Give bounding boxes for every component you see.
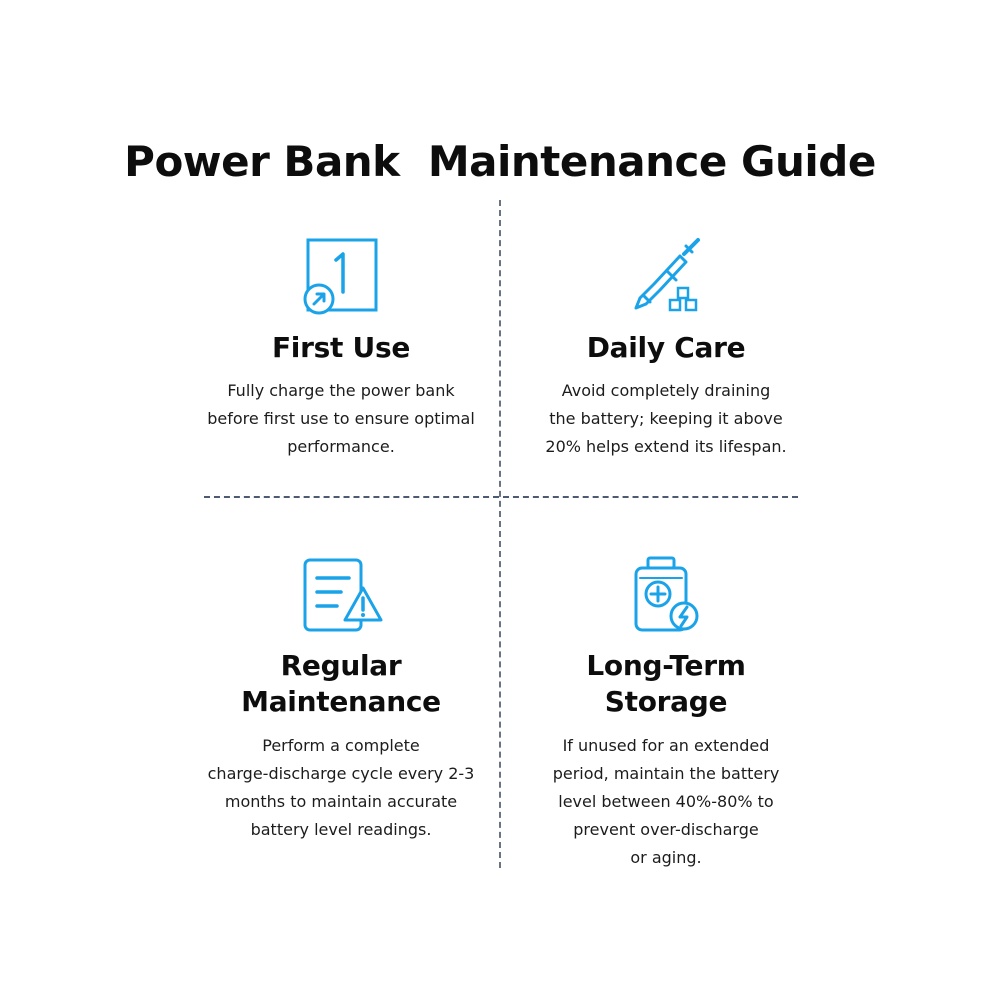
card-heading: First Use — [271, 331, 411, 364]
calendar-day-one-icon — [301, 236, 381, 320]
description-line: battery level readings. — [250, 820, 432, 839]
heading-line: Storage — [604, 685, 728, 718]
description-line: before first use to ensure optimal — [207, 409, 475, 428]
description-line: months to maintain accurate — [224, 792, 458, 811]
card-description — [516, 377, 816, 461]
description-line: performance. — [287, 437, 395, 456]
description-line: Avoid completely draining — [561, 381, 771, 400]
card-heading — [191, 648, 491, 720]
card-description — [191, 732, 491, 844]
description-line: Fully charge the power bank — [227, 381, 455, 400]
description-line: or aging. — [630, 848, 702, 867]
card-description — [191, 377, 491, 461]
description-line: level between 40%-80% to — [558, 792, 774, 811]
card-description — [516, 732, 816, 872]
description-line: prevent over-discharge — [573, 820, 759, 839]
description-line: charge-discharge cycle every 2-3 — [207, 764, 475, 783]
card-heading — [516, 648, 816, 720]
vertical-divider — [499, 200, 501, 868]
description-line: period, maintain the battery — [552, 764, 780, 783]
description-line: 20% helps extend its lifespan. — [545, 437, 787, 456]
description-line: If unused for an extended — [562, 736, 770, 755]
document-warning-icon — [297, 556, 385, 640]
heading-line: Maintenance — [241, 685, 441, 718]
battery-charge-icon — [626, 556, 706, 640]
description-line: the battery; keeping it above — [549, 409, 783, 428]
heading-line: Regular — [280, 649, 402, 682]
screwdriver-tools-icon — [624, 236, 708, 320]
heading-line: Long-Term — [586, 649, 746, 682]
card-heading: Daily Care — [586, 331, 746, 364]
horizontal-divider — [204, 496, 798, 498]
page-title: Power Bank Maintenance Guide — [124, 137, 876, 186]
description-line: Perform a complete — [262, 736, 420, 755]
